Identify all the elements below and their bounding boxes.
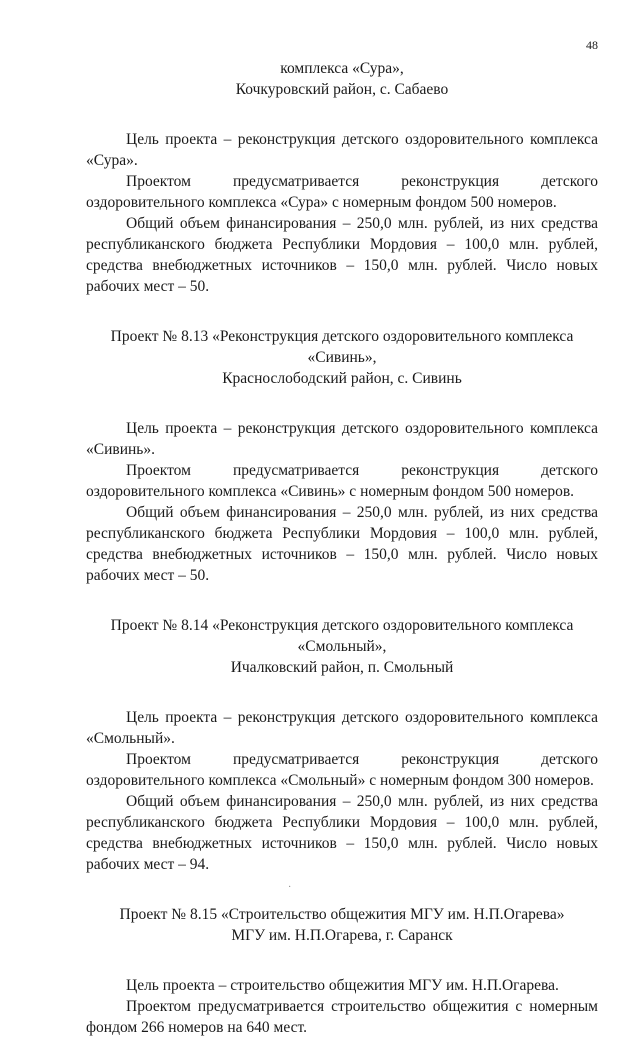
finance-paragraph: Общий объем финансирования – 250,0 млн. рублей, из них средства республиканского бюджета Республики Мордовия – 100,0 млн. рублей, средства внебюджетных источников – 150,0 млн. рублей. Число новых рабочих мест – 94. [86,793,598,873]
heading-line: комплекса «Сура», [280,60,404,77]
plan-paragraph: Проектом предусматривается строительство общежития с номерным фондом 266 номеров на 640 мест. [86,998,598,1036]
goal-paragraph: Цель проекта – реконструкция детского оздоровительного комплекса «Сивинь». [86,420,598,458]
plan-first-line [86,171,598,192]
plan-first-line [86,460,598,481]
plan-first-line [86,749,598,770]
plan-word: Проектом [126,173,191,190]
plan-word: реконструкция [401,462,500,479]
section-heading [86,615,598,678]
plan-word: детского [541,462,598,479]
heading-line: Кочкуровский район, с. Сабаево [235,81,449,98]
plan-word: предусматривается [232,173,360,190]
section-heading [86,904,598,946]
plan-word: детского [541,173,598,190]
heading-line: «Смольный», [297,638,387,655]
plan-word: реконструкция [401,751,500,768]
plan-word: предусматривается [232,751,360,768]
document-body [86,58,598,1038]
section-heading [86,326,598,389]
plan-word: Проектом [126,462,191,479]
plan-rest: оздоровительного комплекса «Смольный» с номерным фондом 300 номеров. [86,772,594,789]
finance-paragraph: Общий объем финансирования – 250,0 млн. рублей, из них средства республиканского бюджета Республики Мордовия – 100,0 млн. рублей, средства внебюджетных источников – 150,0 млн. рублей. Число новых рабочих мест – 50. [86,215,598,295]
heading-line: Ичалковский район, п. Смольный [230,659,454,676]
goal-paragraph: Цель проекта – реконструкция детского оздоровительного комплекса «Смольный». [86,709,598,747]
heading-line: «Сивинь», [307,349,377,366]
plan-word: детского [541,751,598,768]
finance-paragraph: Общий объем финансирования – 250,0 млн. рублей, из них средства республиканского бюджета Республики Мордовия – 100,0 млн. рублей, средства внебюджетных источников – 150,0 млн. рублей. Число новых рабочих мест – 50. [86,504,598,584]
plan-word: Проектом [126,751,191,768]
plan-word: реконструкция [401,173,500,190]
plan-rest: оздоровительного комплекса «Сивинь» с номерным фондом 500 номеров. [86,483,575,500]
plan-rest: оздоровительного комплекса «Сура» с номерным фондом 500 номеров. [86,194,557,211]
heading-line: Проект № 8.15 «Строительство общежития МГУ им. Н.П.Огарева» [119,906,565,923]
goal-paragraph: Цель проекта – строительство общежития МГУ им. Н.П.Огарева. [126,977,559,994]
heading-line: Проект № 8.13 «Реконструкция детского оздоровительного комплекса [110,328,574,345]
goal-paragraph: Цель проекта – реконструкция детского оздоровительного комплекса «Сура». [86,131,598,169]
plan-word: предусматривается [232,462,360,479]
section-heading [86,58,598,100]
scan-speck: · [288,882,292,893]
heading-line: Краснослободский район, с. Сивинь [222,370,462,387]
page-number: 48 [586,38,598,52]
heading-line: Проект № 8.14 «Реконструкция детского оздоровительного комплекса [110,617,574,634]
heading-line: МГУ им. Н.П.Огарева, г. Саранск [231,927,453,944]
